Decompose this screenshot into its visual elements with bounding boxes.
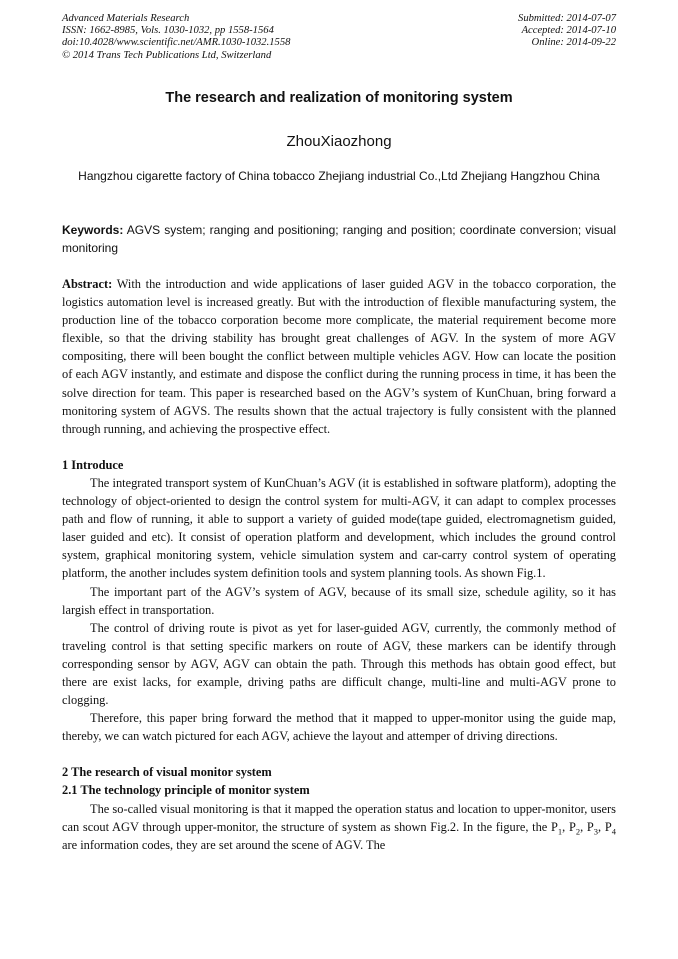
journal-name: Advanced Materials Research xyxy=(62,13,190,24)
section-2-1-paragraph: The so-called visual monitoring is that it mapped the operation status and location to upper-monitor, users can scout AGV through upper-monitor, the structure of system as shown Fig.2. In the figure, the $P_1$, $P_2$, $P_3$, $P_4$ are information codes, they are set around the scene of AGV. The xyxy=(62,801,616,852)
info-code-p4: $P_4$ xyxy=(604,819,616,837)
info-code-p2: $P_2$ xyxy=(568,819,581,837)
section-1-paragraph-2: The important part of the AGV’s system of AGV, because of its small size, schedule agility, so it has largish effect in transportation. xyxy=(62,584,616,617)
keywords-label: Keywords: xyxy=(62,223,124,237)
affiliation: Hangzhou cigarette factory of China tobacco Zhejiang industrial Co.,Ltd Zhejiang Hangzhou China xyxy=(78,169,600,183)
submitted-date: Submitted: 2014-07-07 xyxy=(518,13,616,24)
issn-line: ISSN: 1662-8985, Vols. 1030-1032, pp 1558-1564 xyxy=(62,25,274,37)
section-1-heading: 1 Introduce xyxy=(62,457,124,472)
copyright-line: © 2014 Trans Tech Publications Ltd, Switzerland xyxy=(62,49,272,61)
paper-body xyxy=(62,275,616,854)
info-code-p3: $P_3$ xyxy=(586,819,599,837)
abstract-label: Abstract: xyxy=(62,277,113,291)
keywords-text: AGVS system; ranging and positioning; ranging and position; coordinate conversion; visual monitoring xyxy=(62,223,616,255)
doi-line: doi:10.4028/www.scientific.net/AMR.1030-1032.1558 xyxy=(62,37,291,49)
section-2-heading: 2 The research of visual monitor system xyxy=(62,765,272,780)
abstract-paragraph xyxy=(62,275,616,438)
info-code-p1: $P_1$ xyxy=(550,819,563,837)
online-date: Online: 2014-09-22 xyxy=(531,37,616,49)
abstract-text: With the introduction and wide applications of laser guided AGV in the tobacco corporation, the logistics automation level is increased greatly. But with the introduction of flexible manufacturing system, the production line of the tobacco corporation become more complicate, the material requirement become more flexible, so that the driving stability has brought great challenges of AGV. In the system of more AGV compositing, there will been bought the conflict between multiple vehicles AGV. How can locate the position of each AGV instantly, and estimate and dispose the conflict during the running process in time, it has been the solve direction for team. This paper is researched based on the AGV’s system of KunChuan, bring forward a monitoring system of AGVS. The results shown that the actual trajectory is fully consistent with the planned through running, and achieving the prospective effect. xyxy=(62,277,616,436)
section-1-paragraph-3: The control of driving route is pivot as yet for laser-guided AGV, currently, the commonly method of traveling control is that setting specific markers on route of AGV, these markers can be identify through corresponding sensor by AGV, AGV can obtain the path. Through this methods has obtain good effect, but there are exist lacks, for example, driving paths are difficult change, multi-line and multi-AGV prone to clogging. xyxy=(62,620,616,708)
section-2-1-heading: 2.1 The technology principle of monitor system xyxy=(62,783,310,798)
keywords-block xyxy=(62,221,616,257)
paper-title: The research and realization of monitoring system xyxy=(165,90,513,106)
journal-header-right xyxy=(518,13,616,50)
section-1-paragraph-4: Therefore, this paper bring forward the method that it mapped to upper-monitor using the guide map, thereby, we can watch pictured for each AGV, achieve the layout and attemper of driving directions. xyxy=(62,711,616,744)
author-name: ZhouXiaozhong xyxy=(286,133,392,150)
accepted-date: Accepted: 2014-07-10 xyxy=(521,25,616,37)
journal-header-left xyxy=(62,13,290,62)
section-1-paragraph-1: The integrated transport system of KunChuan’s AGV (it is established in software platform), adopting the technology of object-oriented to design the control system for multi-AGV, it can adapt to complex processes path and flow of running, it able to support a variety of guided mode(tape guided, electromagnetism guided, laser guided and etc). It consist of operation platform and development, which includes the ground control system, graphical monitoring system, vehicle simulation system and car-carry control system of operating platform, the another includes system definition tools and system planning tools. As shown Fig.1. xyxy=(62,475,616,581)
